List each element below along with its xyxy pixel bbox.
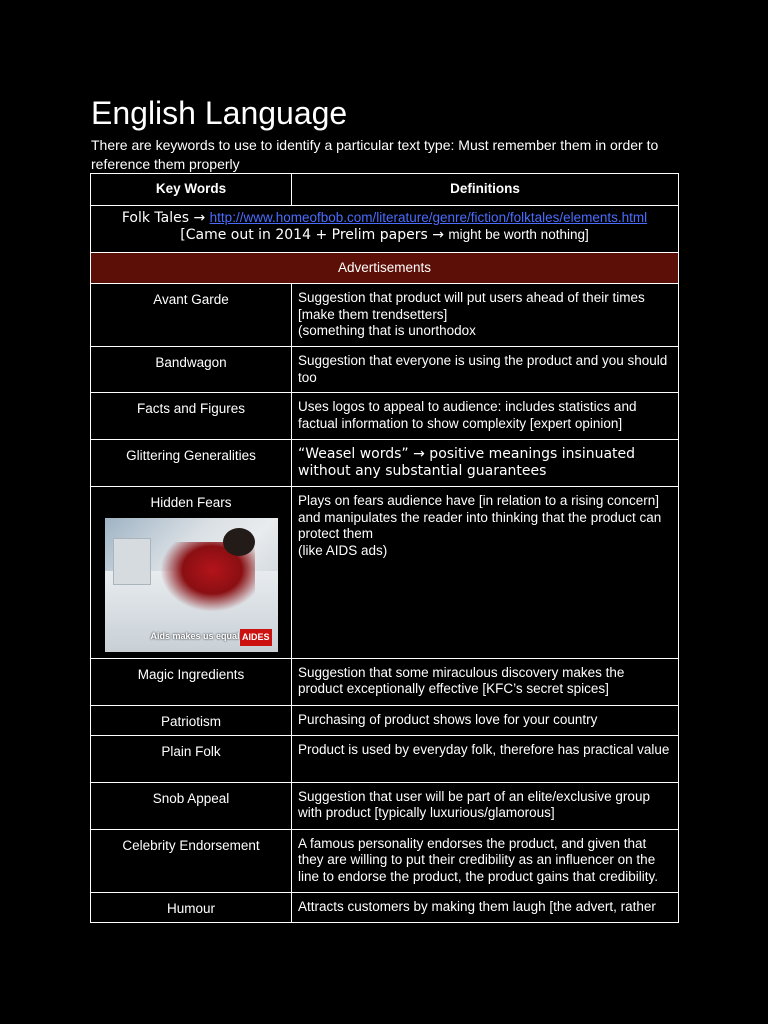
table-row	[91, 284, 679, 347]
folk-tales-row	[91, 206, 679, 253]
keywords-table	[90, 173, 679, 923]
table-row	[91, 347, 679, 393]
row-definition	[292, 782, 679, 829]
row-key: Snob Appeal	[91, 782, 292, 829]
table-row	[91, 892, 679, 922]
table-row	[91, 782, 679, 829]
row-definition	[292, 440, 679, 487]
aides-logo: AIDES	[240, 629, 272, 646]
row-key: Bandwagon	[91, 347, 292, 393]
document-title: English Language	[91, 95, 348, 131]
row-key: Magic Ingredients	[91, 658, 292, 705]
folk-tales-link[interactable]: http://www.homeofbob.com/literature/genre/fiction/folktales/elements.html	[209, 210, 648, 225]
table-row	[91, 393, 679, 440]
definition-line: Attracts customers by making them laugh [the advert, rather	[298, 898, 656, 914]
definition-line: “Weasel words” → positive meanings insinuated without any substantial guarantees	[298, 446, 636, 479]
image-caption: Aids makes us equal	[150, 631, 240, 641]
aids-ad-image	[105, 518, 278, 652]
folk-tales-label: Folk Tales →	[121, 210, 210, 226]
folk-tales-note-end: might be worth nothing]	[448, 226, 589, 242]
row-key: Glittering Generalities	[91, 440, 292, 487]
definition-line: A famous personality endorses the product, and given that they are willing to put their credibility as an influencer on the line to endorse the product, the product gains that credibility.	[298, 835, 658, 884]
definition-line: Suggestion that everyone is using the product and you should too	[298, 353, 668, 385]
row-definition	[292, 393, 679, 440]
folk-tales-cell	[91, 206, 679, 253]
row-key-cell	[91, 487, 292, 659]
row-definition	[292, 829, 679, 892]
section-advertisements: Advertisements	[91, 253, 679, 284]
row-key: Humour	[91, 892, 292, 922]
row-key: Facts and Figures	[91, 393, 292, 440]
intro-text: There are keywords to use to identify a particular text type: Must remember them in order to reference them properly	[91, 137, 659, 172]
table-row	[91, 658, 679, 705]
row-definition	[292, 735, 679, 782]
definition-line: Plays on fears audience have [in relation to a rising concern] and manipulates the reader into thinking that the product can protect them	[298, 493, 662, 541]
definition-line: Uses logos to appeal to audience: includes statistics and factual information to show complexity [expert opinion]	[298, 399, 637, 431]
row-definition	[292, 892, 679, 922]
table-header-row	[91, 174, 679, 206]
row-key: Avant Garde	[91, 284, 292, 347]
row-key: Hidden Fears	[150, 495, 232, 510]
table-row	[91, 705, 679, 735]
table-row	[91, 829, 679, 892]
table-row	[91, 487, 679, 659]
definition-line: [make them trendsetters]	[298, 306, 448, 322]
row-key: Celebrity Endorsement	[91, 829, 292, 892]
section-row	[91, 253, 679, 284]
definition-line: Suggestion that user will be part of an elite/exclusive group with product [typically luxurious/glamorous]	[298, 788, 650, 820]
row-definition	[292, 658, 679, 705]
definition-line: Suggestion that product will put users ahead of their times	[298, 290, 645, 305]
folk-tales-note: [Came out in 2014 + Prelim papers →	[180, 226, 449, 243]
definition-line: (something that is unorthodox	[298, 323, 476, 338]
table-row	[91, 440, 679, 487]
definition-line: (like AIDS ads)	[298, 542, 388, 558]
row-definition	[292, 284, 679, 347]
row-definition	[292, 347, 679, 393]
table-row	[91, 735, 679, 782]
row-definition	[292, 705, 679, 735]
header-definitions: Definitions	[292, 174, 679, 206]
definition-line: Suggestion that some miraculous discovery makes the product exceptionally effective [KFC’s secret spices]	[298, 664, 625, 696]
definition-line: Product is used by everyday folk, therefore has practical value	[298, 741, 670, 757]
row-key: Plain Folk	[91, 735, 292, 782]
row-key: Patriotism	[91, 705, 292, 735]
definition-line: Purchasing of product shows love for your country	[298, 711, 598, 727]
row-definition	[292, 487, 679, 659]
header-key-words: Key Words	[91, 174, 292, 206]
